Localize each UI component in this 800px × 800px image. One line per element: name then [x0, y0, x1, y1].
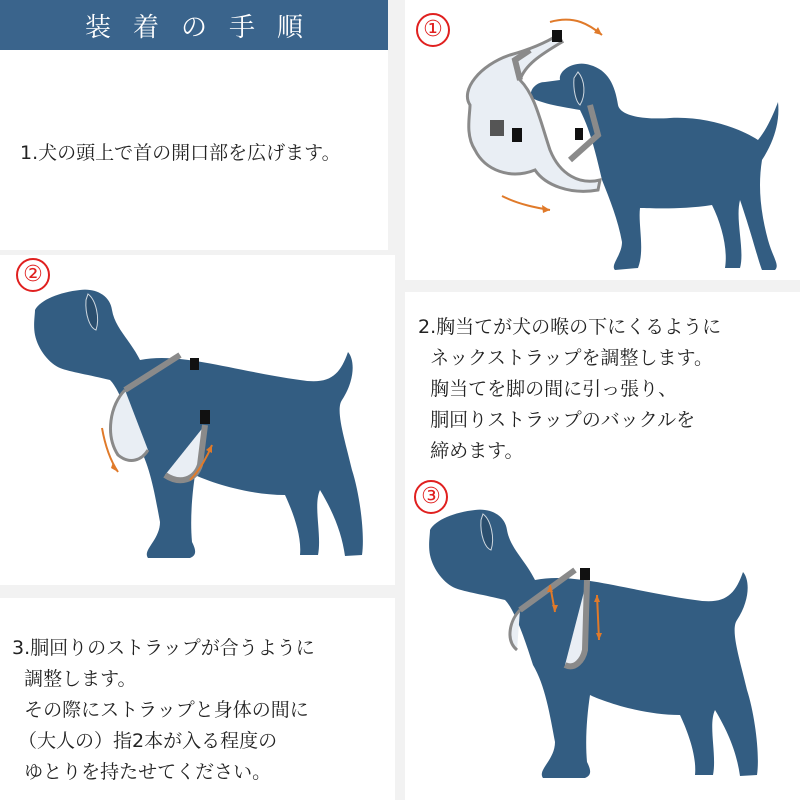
- step1-dog-illustration: [440, 10, 790, 275]
- page-header: [0, 0, 388, 50]
- step1-instruction: 1.犬の頭上で首の開口部を広げます。: [20, 142, 341, 164]
- step1-number-badge: ①: [416, 13, 450, 47]
- step3-number-badge: ③: [414, 480, 448, 514]
- step2-dog-illustration: [30, 280, 380, 570]
- step3-instruction: 3.胴回りのストラップが合うように 調整します。 その際にストラップと身体の間に （大人の）指2本が入る程度の ゆとりを持たせてください。: [12, 637, 315, 783]
- step2-instruction: 2.胸当てが犬の喉の下にくるように ネックストラップを調整します。 胸当てを脚の間に引っ張り、 胴回りストラップのバックルを 締めます。: [418, 316, 722, 462]
- step2-number-badge: ②: [16, 258, 50, 292]
- step3-dog-illustration: [425, 500, 775, 790]
- page-title: 装着の手順: [84, 12, 325, 43]
